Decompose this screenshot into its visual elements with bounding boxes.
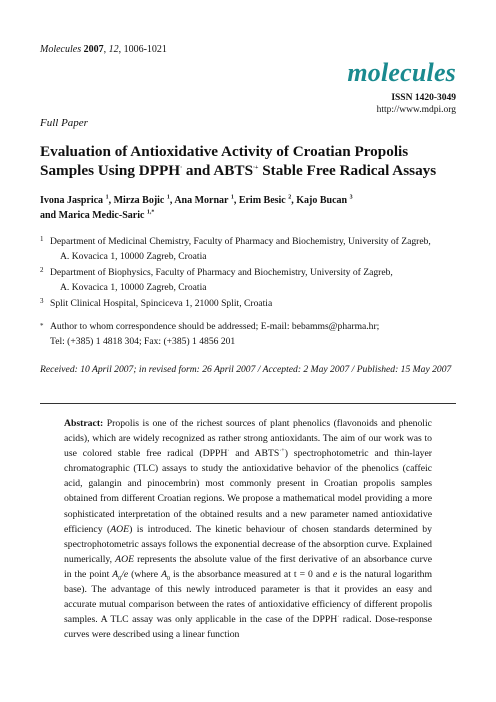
affiliation-number: 2	[40, 266, 44, 274]
title-superscript: ·	[180, 164, 183, 171]
affiliation-item	[40, 297, 470, 312]
abstract-text: is the natural logarithm base). The advantage of this newly introduced parameter is that it provides an easy and accurate mutual comparison between the rates of antioxidative efficiency of different propolis samples. A TLC assay was only applicable in the case of the DPPH	[64, 568, 432, 626]
abstract-label: Abstract:	[64, 418, 104, 429]
title-superscript: ·+	[253, 164, 259, 171]
abstract-term: AOE	[110, 523, 130, 535]
abstract-subscript: 0	[166, 575, 170, 582]
author-affiliation: 1,*	[146, 209, 155, 216]
author-name: Mirza Bojic	[113, 195, 165, 206]
affiliation-number: 3	[40, 297, 44, 305]
received-dates: Received: 10 April 2007; in revised form: 26 April 2007 / Accepted: 2 May 2007 / Published: 15 May 2007	[40, 364, 452, 375]
paper-title	[40, 142, 460, 180]
journal-name: Molecules	[40, 44, 82, 55]
title-text: and ABTS	[182, 162, 254, 179]
correspondence	[40, 320, 470, 351]
abstract-term: AOE	[115, 553, 134, 565]
affiliation-number: 1	[40, 235, 44, 243]
author-affiliation: 1	[105, 194, 109, 201]
abstract-text: (where	[128, 568, 162, 580]
abstract-text: represents the absolute value of the first derivative of an absorbance curve in the point	[64, 553, 433, 580]
article-type: Full Paper	[40, 117, 88, 129]
abstract-text: ) spectrophotometric and thin-layer chromatographic (TLC) assays to study the antioxidative behavior of the phenolics (caffeic acid, galangin and pinocembrin) most commonly present in Croatian propolis samples obtained from different Croatian regions. We propose a mathematical model providing a more sophisticated interpretation of the obtained results and a new parameter named antioxidative efficiency (	[64, 448, 432, 535]
author-affiliation: 1	[230, 194, 234, 201]
abstract-term: e	[332, 568, 338, 580]
author-affiliation: 3	[349, 194, 353, 201]
abstract-text: and ABTS	[229, 448, 280, 460]
journal-url[interactable]: http://www.mdpi.org	[376, 105, 456, 115]
author-affiliation: 2	[288, 194, 292, 201]
author-name: Erim Besic	[238, 195, 286, 206]
author-name: Ana Mornar	[174, 195, 229, 206]
affiliation-line: A. Kovacica 1, 10000 Zagreb, Croatia	[60, 250, 207, 262]
affiliation-line: Department of Medicinal Chemistry, Faculty of Pharmacy and Biochemistry, University of Zagreb,	[50, 236, 431, 247]
issn: ISSN 1420-3049	[391, 93, 456, 103]
abstract-text: is the absorbance measured at t = 0 and	[169, 568, 333, 580]
author-affiliation: 1	[166, 194, 170, 201]
title-text: Evaluation of Antioxidative Activity of Croatian Propolis Samples Using DPPH	[40, 143, 409, 179]
affiliation-item	[40, 266, 470, 295]
correspondence-phone-line: Tel: (+385) 1 4818 304; Fax: (+385) 1 4856 201	[50, 335, 236, 347]
journal-year: 2007	[83, 44, 104, 55]
journal-volume: 12	[108, 44, 119, 55]
section-divider	[40, 403, 456, 404]
journal-logo: molecules	[347, 58, 456, 87]
journal-pages: 1006-1021	[123, 44, 167, 55]
author-name: Kajo Bucan	[296, 195, 348, 206]
abstract-term: A	[161, 568, 167, 580]
abstract-superscript: ·	[337, 613, 340, 620]
abstract-text: ) is introduced. The kinetic behaviour of chosen standards determined by spectrophotometric assays follows the exponential decrease of the absorption curve. Explained numerically,	[64, 523, 432, 565]
journal-reference: Molecules 2007, 12, 1006-1021	[40, 44, 167, 55]
abstract-term: A	[112, 568, 119, 580]
abstract-superscript: ·	[227, 447, 230, 454]
author-name: Ivona Jasprica	[40, 195, 104, 206]
abstract-term: /e	[121, 568, 129, 580]
affiliation-item	[40, 235, 470, 264]
correspondence-item	[40, 320, 470, 349]
abstract-subscript: 0	[118, 575, 122, 582]
abstract	[64, 416, 432, 642]
author-name: Marica Medic-Saric	[58, 210, 145, 221]
abstract-text: Propolis is one of the richest sources of plant phenolics (flavonoids and phenolic acids), which are widely recognized as rather strong antioxidants. The aim of our work was to use colored stable free radical (DPPH	[64, 418, 432, 460]
affiliations	[40, 235, 470, 314]
abstract-text: radical. Dose-response curves were described using a linear function	[64, 614, 433, 641]
title-text: Stable Free Radical Assays	[258, 162, 437, 179]
affiliation-line: A. Kovacica 1, 10000 Zagreb, Croatia	[60, 281, 207, 293]
correspondence-mark: *	[40, 322, 44, 330]
abstract-superscript: ·+	[279, 447, 285, 454]
author-list: Ivona Jasprica $^1$, Mirza Bojic $^1$, Ana Mornar $^1$, Erim Besic $^2$, Kajo Bucan $^3$ and Marica Medic-Saric $^{1,*}$	[40, 194, 353, 221]
affiliation-line: Split Clinical Hospital, Spinciceva 1, 21000 Split, Croatia	[50, 298, 273, 309]
affiliation-line: Department of Biophysics, Faculty of Pharmacy and Biochemistry, University of Zagreb,	[50, 267, 393, 278]
correspondence-email-line: Author to whom correspondence should be addressed; E-mail: bebamms@pharma.hr;	[50, 321, 380, 332]
